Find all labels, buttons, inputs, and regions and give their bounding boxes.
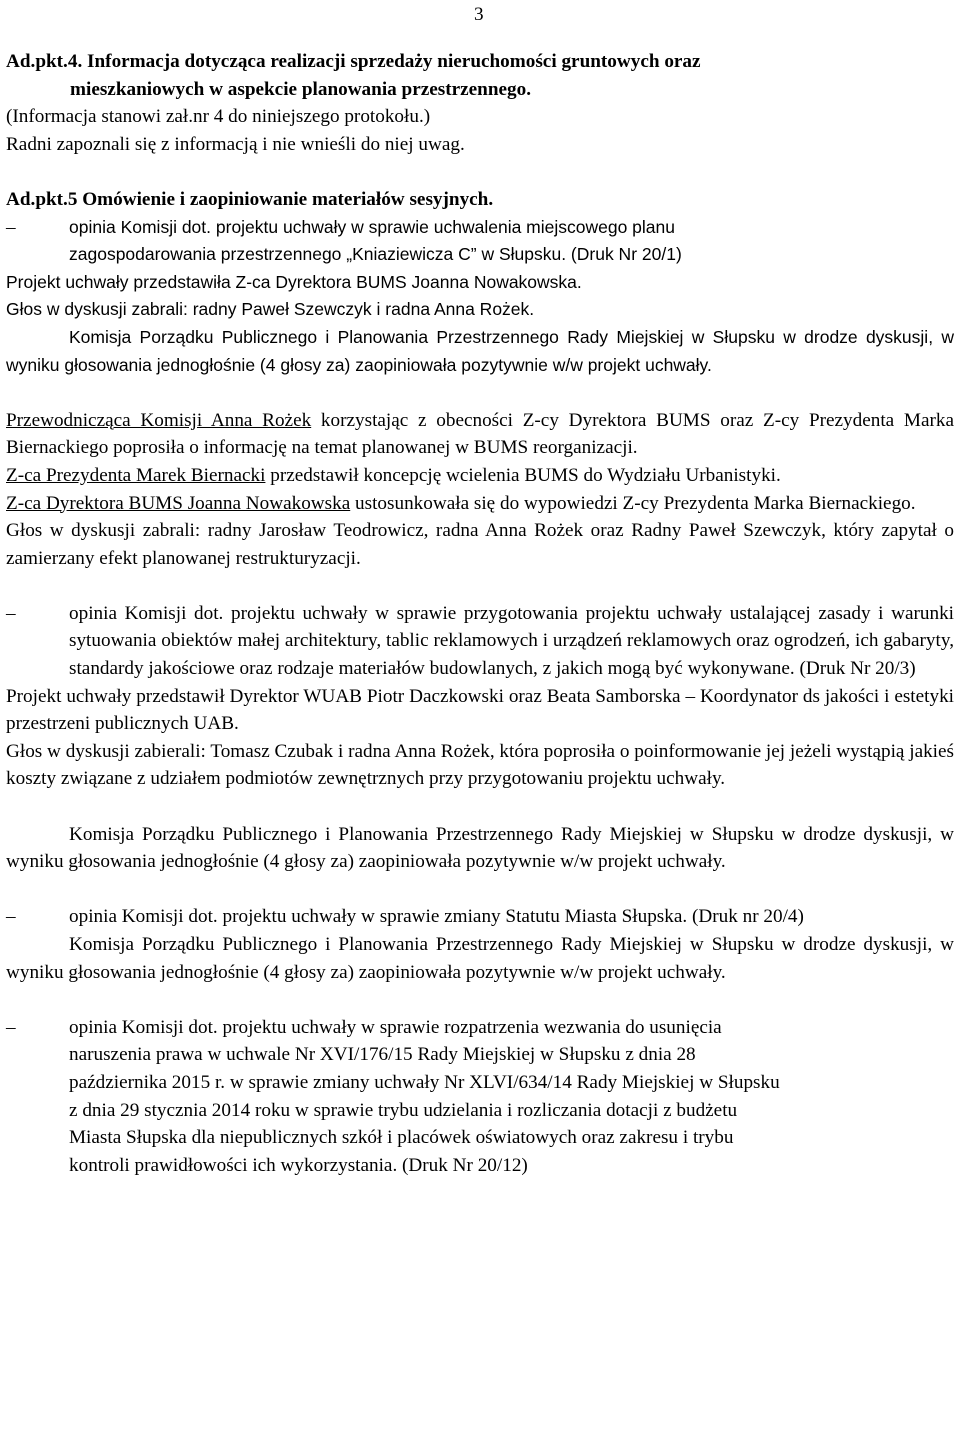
item1-discussion: Głos w dyskusji zabrali: radny Paweł Szewczyk i radna Anna Rożek. — [6, 299, 535, 320]
agenda-item-3 — [6, 903, 954, 931]
item2-presented: Projekt uchwały przedstawił Dyrektor WUAB Piotr Daczkowski oraz Beata Samborska – Koordynator ds jakości i estetyki przestrzeni publicznych UAB. — [6, 685, 954, 735]
item3-text: opinia Komisji dot. projektu uchwały w sprawie zmiany Statutu Miasta Słupska. (Druk nr 20/4) — [69, 906, 804, 928]
agenda-item-4 — [6, 1014, 954, 1180]
agenda-item-1 — [6, 214, 954, 269]
item4-line1: opinia Komisji dot. projektu uchwały w sprawie rozpatrzenia wezwania do usunięcia — [69, 1016, 722, 1038]
chair-name: Przewodnicząca Komisji Anna Rożek — [6, 409, 312, 431]
chair-text: korzystając z obecności Z-cy Dyrektora BUMS oraz Z-cy Prezydenta Marka Biernackiego poprosiła o informację na temat planowanej w BUMS reorganizacji. — [6, 409, 955, 459]
section5-heading: Ad.pkt.5 Omówienie i zaopiniowanie materiałów sesyjnych. — [6, 188, 494, 210]
item4-line2: naruszenia prawa w uchwale Nr XVI/176/15 Rady Miejskiej w Słupsku z dnia 28 — [69, 1044, 696, 1066]
item4-line6: kontroli prawidłowości ich wykorzystania. (Druk Nr 20/12) — [69, 1154, 528, 1176]
dash-bullet: – — [6, 216, 16, 238]
agenda-item-2 — [6, 600, 954, 683]
vice-president-text: przedstawił koncepcję wcielenia BUMS do Wydziału Urbanistyki. — [265, 464, 781, 486]
chair-paragraph — [6, 407, 954, 462]
item2-opinion: Komisja Porządku Publicznego i Planowania Przestrzennego Rady Miejskiej w Słupsku w drodze dyskusji, w wyniku głosowania jednogłośnie (4 głosy za) zaopiniowała pozytywnie w/w projekt uchwały. — [6, 823, 954, 873]
item3-opinion: Komisja Porządku Publicznego i Planowania Przestrzennego Rady Miejskiej w Słupsku w drodze dyskusji, w wyniku głosowania jednogłośnie (4 głosy za) zaopiniowała pozytywnie w/w projekt uchwały. — [6, 934, 954, 983]
item1-line1: opinia Komisji dot. projektu uchwały w sprawie uchwalenia miejscowego planu — [69, 216, 676, 237]
item1-line2: zagospodarowania przestrzennego „Kniaziewicza C” w Słupsku. (Druk Nr 20/1) — [69, 244, 682, 265]
vice-director-text: ustosunkowała się do wypowiedzi Z-cy Prezydenta Marka Biernackiego. — [350, 492, 916, 514]
section4-note: (Informacja stanowi zał.nr 4 do niniejszego protokołu.) — [6, 106, 431, 128]
vice-president-name: Z-ca Prezydenta Marek Biernacki — [6, 464, 266, 486]
vice-president-paragraph — [6, 462, 954, 490]
item1-opinion: Komisja Porządku Publicznego i Planowania Przestrzennego Rady Miejskiej w Słupsku w drodze dyskusji, w wyniku głosowania jednogłośnie (4 głosy za) zaopiniowała pozytywnie w/w projekt uchwały. — [6, 326, 954, 375]
document-body — [6, 48, 954, 1179]
discussion2-paragraph: Głos w dyskusji zabrali: radny Jarosław Teodrowicz, radna Anna Rożek oraz Radny Paweł Szewczyk, który zapytał o zamierzany efekt planowanej restrukturyzacji. — [6, 520, 954, 569]
dash-bullet: – — [6, 1016, 16, 1038]
item1-presented: Projekt uchwały przedstawiła Z-ca Dyrektora BUMS Joanna Nowakowska. — [6, 271, 582, 292]
section4-heading-line2: mieszkaniowych w aspekcie planowania przestrzennego. — [70, 78, 532, 100]
section4-body: Radni zapoznali się z informacją i nie wnieśli do niej uwag. — [6, 133, 465, 155]
dash-bullet: – — [6, 602, 16, 624]
vice-director-paragraph — [6, 490, 954, 518]
item2-discussion: Głos w dyskusji zabierali: Tomasz Czubak i radna Anna Rożek, która poprosiła o poinformowanie jej jeżeli wystąpią jakieś koszty związane z udziałem podmiotów zewnętrznych przy przygotowaniu projektu uchwały. — [6, 740, 954, 790]
dash-bullet: – — [6, 906, 16, 928]
item4-line3: października 2015 r. w sprawie zmiany uchwały Nr XLVI/634/14 Rady Miejskiej w Słupsku — [69, 1071, 780, 1093]
item2-text: opinia Komisji dot. projektu uchwały w sprawie przygotowania projektu uchwały ustalającej zasady i warunki sytuowania obiektów małej architektury, tablic reklamowych i urządzeń reklamowych oraz ogrodzeń, ich gabaryty, standardy jakościowe oraz rodzaje materiałów budowlanych, z jakich mogą być wykonywane. (Druk Nr 20/3) — [69, 602, 954, 680]
section4-heading — [6, 48, 954, 103]
section4-heading-line1: Ad.pkt.4. Informacja dotycząca realizacji sprzedaży nieruchomości gruntowych oraz — [6, 51, 701, 72]
item4-line4: z dnia 29 stycznia 2014 roku w sprawie trybu udzielania i rozliczania dotacji z budżetu — [69, 1099, 738, 1121]
item4-line5: Miasta Słupska dla niepublicznych szkół i placówek oświatowych oraz zakresu i trybu — [69, 1127, 734, 1149]
vice-director-name: Z-ca Dyrektora BUMS Joanna Nowakowska — [6, 492, 351, 514]
page-number: 3 — [474, 4, 484, 25]
